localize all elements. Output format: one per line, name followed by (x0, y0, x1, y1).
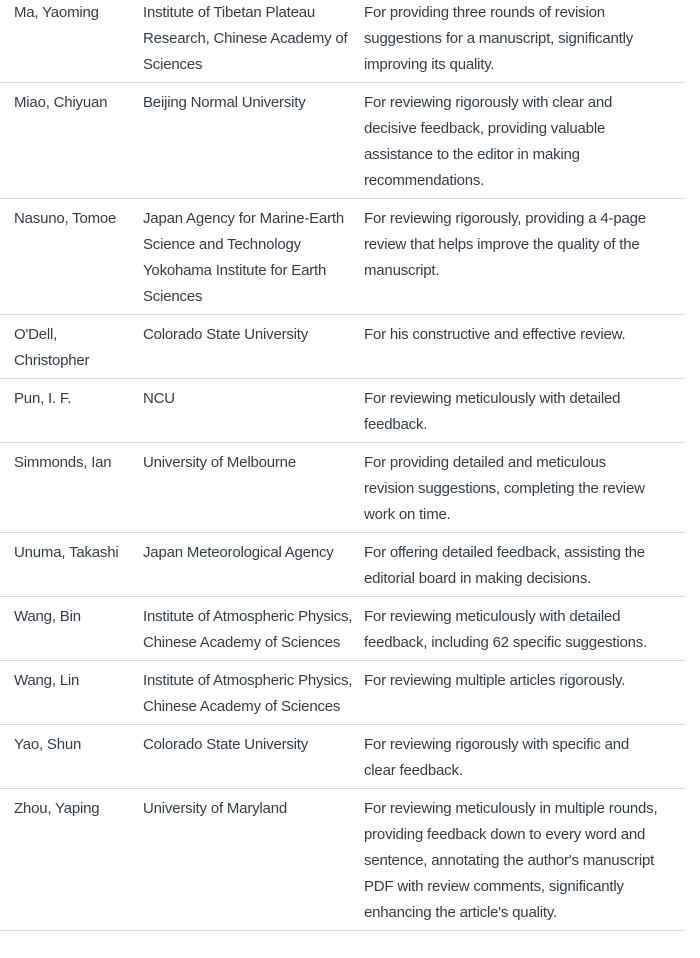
reviewer-name: Pun, I. F. (14, 390, 72, 407)
reviewer-affiliation: Japan Meteorological Agency (143, 544, 334, 561)
table-row (0, 315, 685, 379)
reviewer-affiliation: Japan Agency for Marine-Earth Science and Technology Yokohama Institute for Earth Sciences (143, 210, 344, 305)
reviewer-affiliation: University of Maryland (143, 800, 287, 817)
table-row (0, 379, 685, 443)
table-row (0, 443, 685, 533)
table-row (0, 661, 685, 725)
reviewer-name: Simmonds, Ian (14, 454, 112, 471)
reviewer-citation: For reviewing rigorously with clear and decisive feedback, providing valuable assistance to the editor in making recommendations. (364, 94, 613, 189)
table-row (0, 533, 685, 597)
reviewer-name: Nasuno, Tomoe (14, 210, 117, 227)
table-row (0, 83, 685, 199)
table-row (0, 0, 685, 83)
reviewer-affiliation: Beijing Normal University (143, 94, 306, 111)
reviewer-name: Miao, Chiyuan (14, 94, 108, 111)
reviewer-citation: For offering detailed feedback, assisting the editorial board in making decisions. (364, 544, 645, 587)
table-row (0, 199, 685, 315)
reviewer-name: Wang, Bin (14, 608, 81, 625)
reviewer-name: O'Dell, Christopher (14, 326, 90, 369)
reviewer-affiliation: University of Melbourne (143, 454, 296, 471)
reviewer-affiliation: Institute of Atmospheric Physics, Chinese Academy of Sciences (143, 608, 353, 651)
table-row (0, 597, 685, 661)
reviewer-name: Unuma, Takashi (14, 544, 119, 561)
reviewer-citation: For reviewing multiple articles rigorously. (364, 672, 626, 689)
reviewer-citation: For reviewing rigorously with specific and clear feedback. (364, 736, 630, 779)
table-row (0, 789, 685, 931)
reviewer-name: Ma, Yaoming (14, 4, 99, 21)
reviewer-affiliation: Colorado State University (143, 736, 309, 753)
reviewer-name: Zhou, Yaping (14, 800, 100, 817)
reviewer-citation: For providing detailed and meticulous revision suggestions, completing the review work on time. (364, 454, 645, 523)
table-row (0, 725, 685, 789)
reviewer-affiliation: Colorado State University (143, 326, 309, 343)
reviewer-name: Wang, Lin (14, 672, 80, 689)
reviewer-citation: For his constructive and effective review. (364, 326, 626, 343)
reviewer-affiliation: Institute of Tibetan Plateau Research, Chinese Academy of Sciences (143, 4, 348, 73)
reviewer-affiliation: NCU (143, 390, 175, 407)
reviewer-name: Yao, Shun (14, 736, 82, 753)
reviewer-citation: For reviewing meticulously in multiple rounds, providing feedback down to every word and sentence, annotating the author's manuscript PDF with review comments, significantly enhancing the article's quality. (364, 800, 658, 921)
reviewer-affiliation: Institute of Atmospheric Physics, Chinese Academy of Sciences (143, 672, 353, 715)
reviewer-citation: For providing three rounds of revision suggestions for a manuscript, significantly improving its quality. (364, 4, 634, 73)
reviewer-citation: For reviewing rigorously, providing a 4-page review that helps improve the quality of the manuscript. (364, 210, 646, 279)
reviewer-citation: For reviewing meticulously with detailed feedback, including 62 specific suggestions. (364, 608, 648, 651)
reviewer-citation: For reviewing meticulously with detailed feedback. (364, 390, 621, 433)
